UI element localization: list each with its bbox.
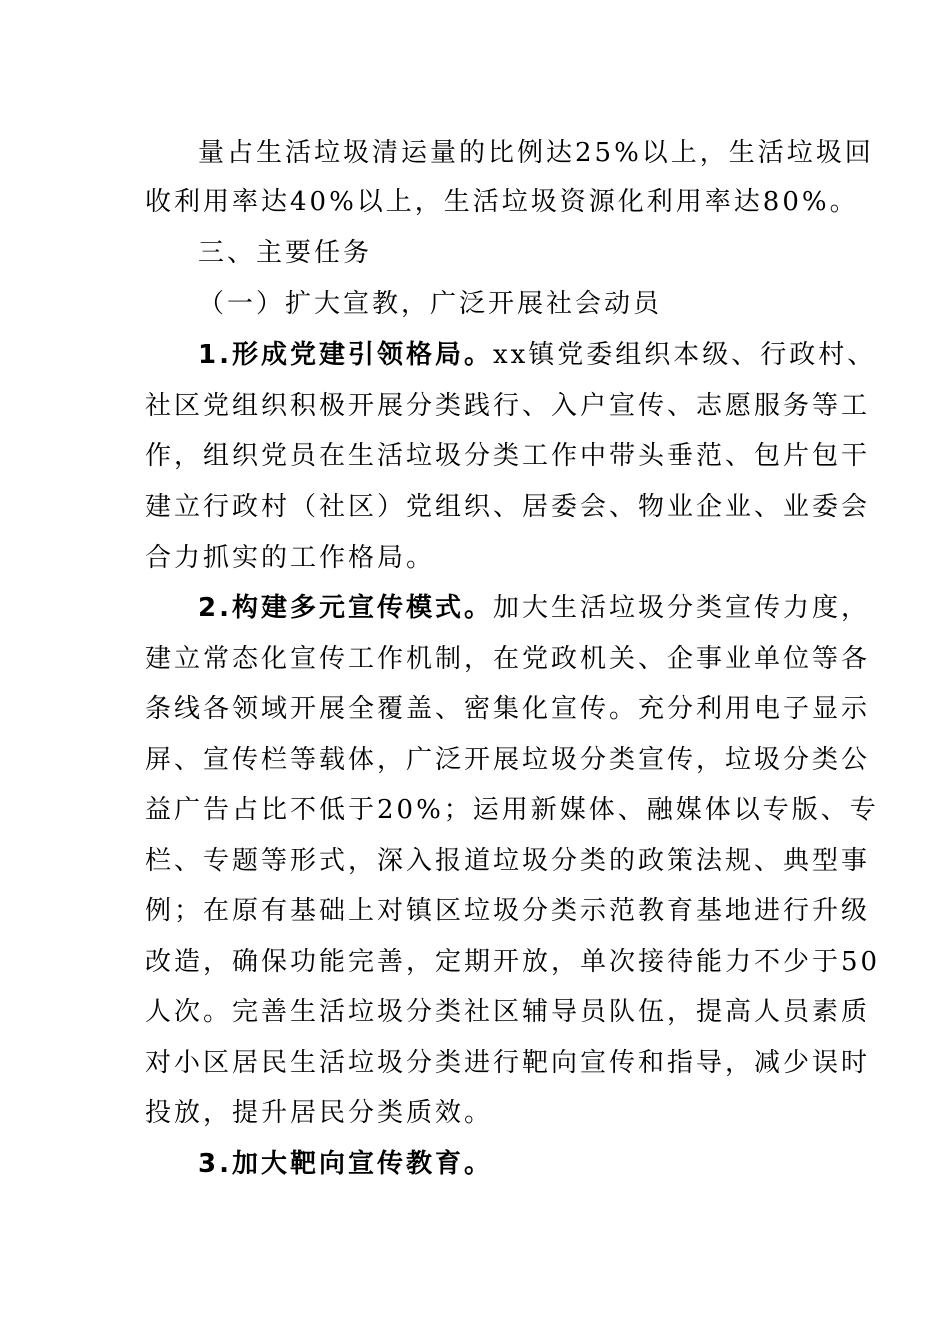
paragraph-line	[145, 642, 871, 676]
line-text: 建立行政村（社区）党组织、居委会、物业企业、业委会	[145, 492, 871, 522]
paragraph-line	[145, 844, 871, 878]
line-text: 量占生活垃圾清运量的比例达25%以上，生活垃圾回	[198, 138, 874, 168]
line-text: 改造，确保功能完善，定期开放，单次接待能力不少于50	[145, 947, 881, 977]
line-text: 投放，提升居民分类质效。	[145, 1098, 494, 1128]
line-text: 收利用率达40%以上，生活垃圾资源化利用率达80%。	[145, 187, 859, 217]
item-2-title: 2.构建多元宣传模式。	[198, 593, 493, 623]
paragraph-line	[145, 793, 879, 827]
line-text: 社区党组织积极开展分类践行、入户宣传、志愿服务等工	[145, 391, 871, 421]
line-text: 栏、专题等形式，深入报道垃圾分类的政策法规、典型事	[145, 846, 871, 876]
line-text: 建立常态化宣传工作机制，在党政机关、企事业单位等各	[145, 644, 871, 674]
paragraph-line	[145, 945, 881, 979]
line-text: 益广告占比不低于20%；运用新媒体、融媒体以专版、专	[145, 795, 879, 825]
paragraph-line	[145, 439, 871, 473]
paragraph-line	[145, 995, 871, 1029]
line-text: 合力抓实的工作格局。	[145, 543, 436, 573]
line-text: 条线各领域开展全覆盖、密集化宣传。充分利用电子显示	[145, 694, 871, 724]
line-text: 对小区居民生活垃圾分类进行靶向宣传和指导，减少误时	[145, 1048, 871, 1078]
item-3-first-line	[198, 1147, 868, 1181]
line-text: 人次。完善生活垃圾分类社区辅导员队伍，提高人员素质	[145, 997, 871, 1027]
paragraph-line	[145, 490, 871, 524]
item-3-title: 3.加大靶向宣传教育。	[198, 1149, 493, 1179]
item-2-first-line	[198, 591, 868, 625]
subsection-heading	[198, 287, 868, 321]
paragraph-line	[145, 185, 859, 219]
paragraph-line	[145, 692, 871, 726]
paragraph-line	[145, 743, 871, 777]
section-heading	[198, 236, 868, 270]
line-text: 例；在原有基础上对镇区垃圾分类示范教育基地进行升级	[145, 896, 871, 926]
paragraph-line	[145, 1096, 815, 1130]
paragraph-line	[145, 894, 871, 928]
section-heading-text: 三、主要任务	[198, 238, 373, 268]
line-text: 屏、宣传栏等载体，广泛开展垃圾分类宣传，垃圾分类公	[145, 745, 871, 775]
paragraph-line	[145, 541, 815, 575]
paragraph-line	[198, 136, 874, 170]
subsection-heading-text: （一）扩大宣教，广泛开展社会动员	[198, 289, 663, 319]
paragraph-line	[145, 1046, 871, 1080]
paragraph-line	[145, 389, 871, 423]
line-text: 加大生活垃圾分类宣传力度，	[492, 593, 870, 623]
line-text: 作，组织党员在生活垃圾分类工作中带头垂范、包片包干	[145, 441, 871, 471]
item-1-title: 1.形成党建引领格局。	[198, 340, 493, 370]
line-text: xx镇党委组织本级、行政村、	[492, 340, 877, 370]
item-1-first-line	[198, 338, 877, 372]
